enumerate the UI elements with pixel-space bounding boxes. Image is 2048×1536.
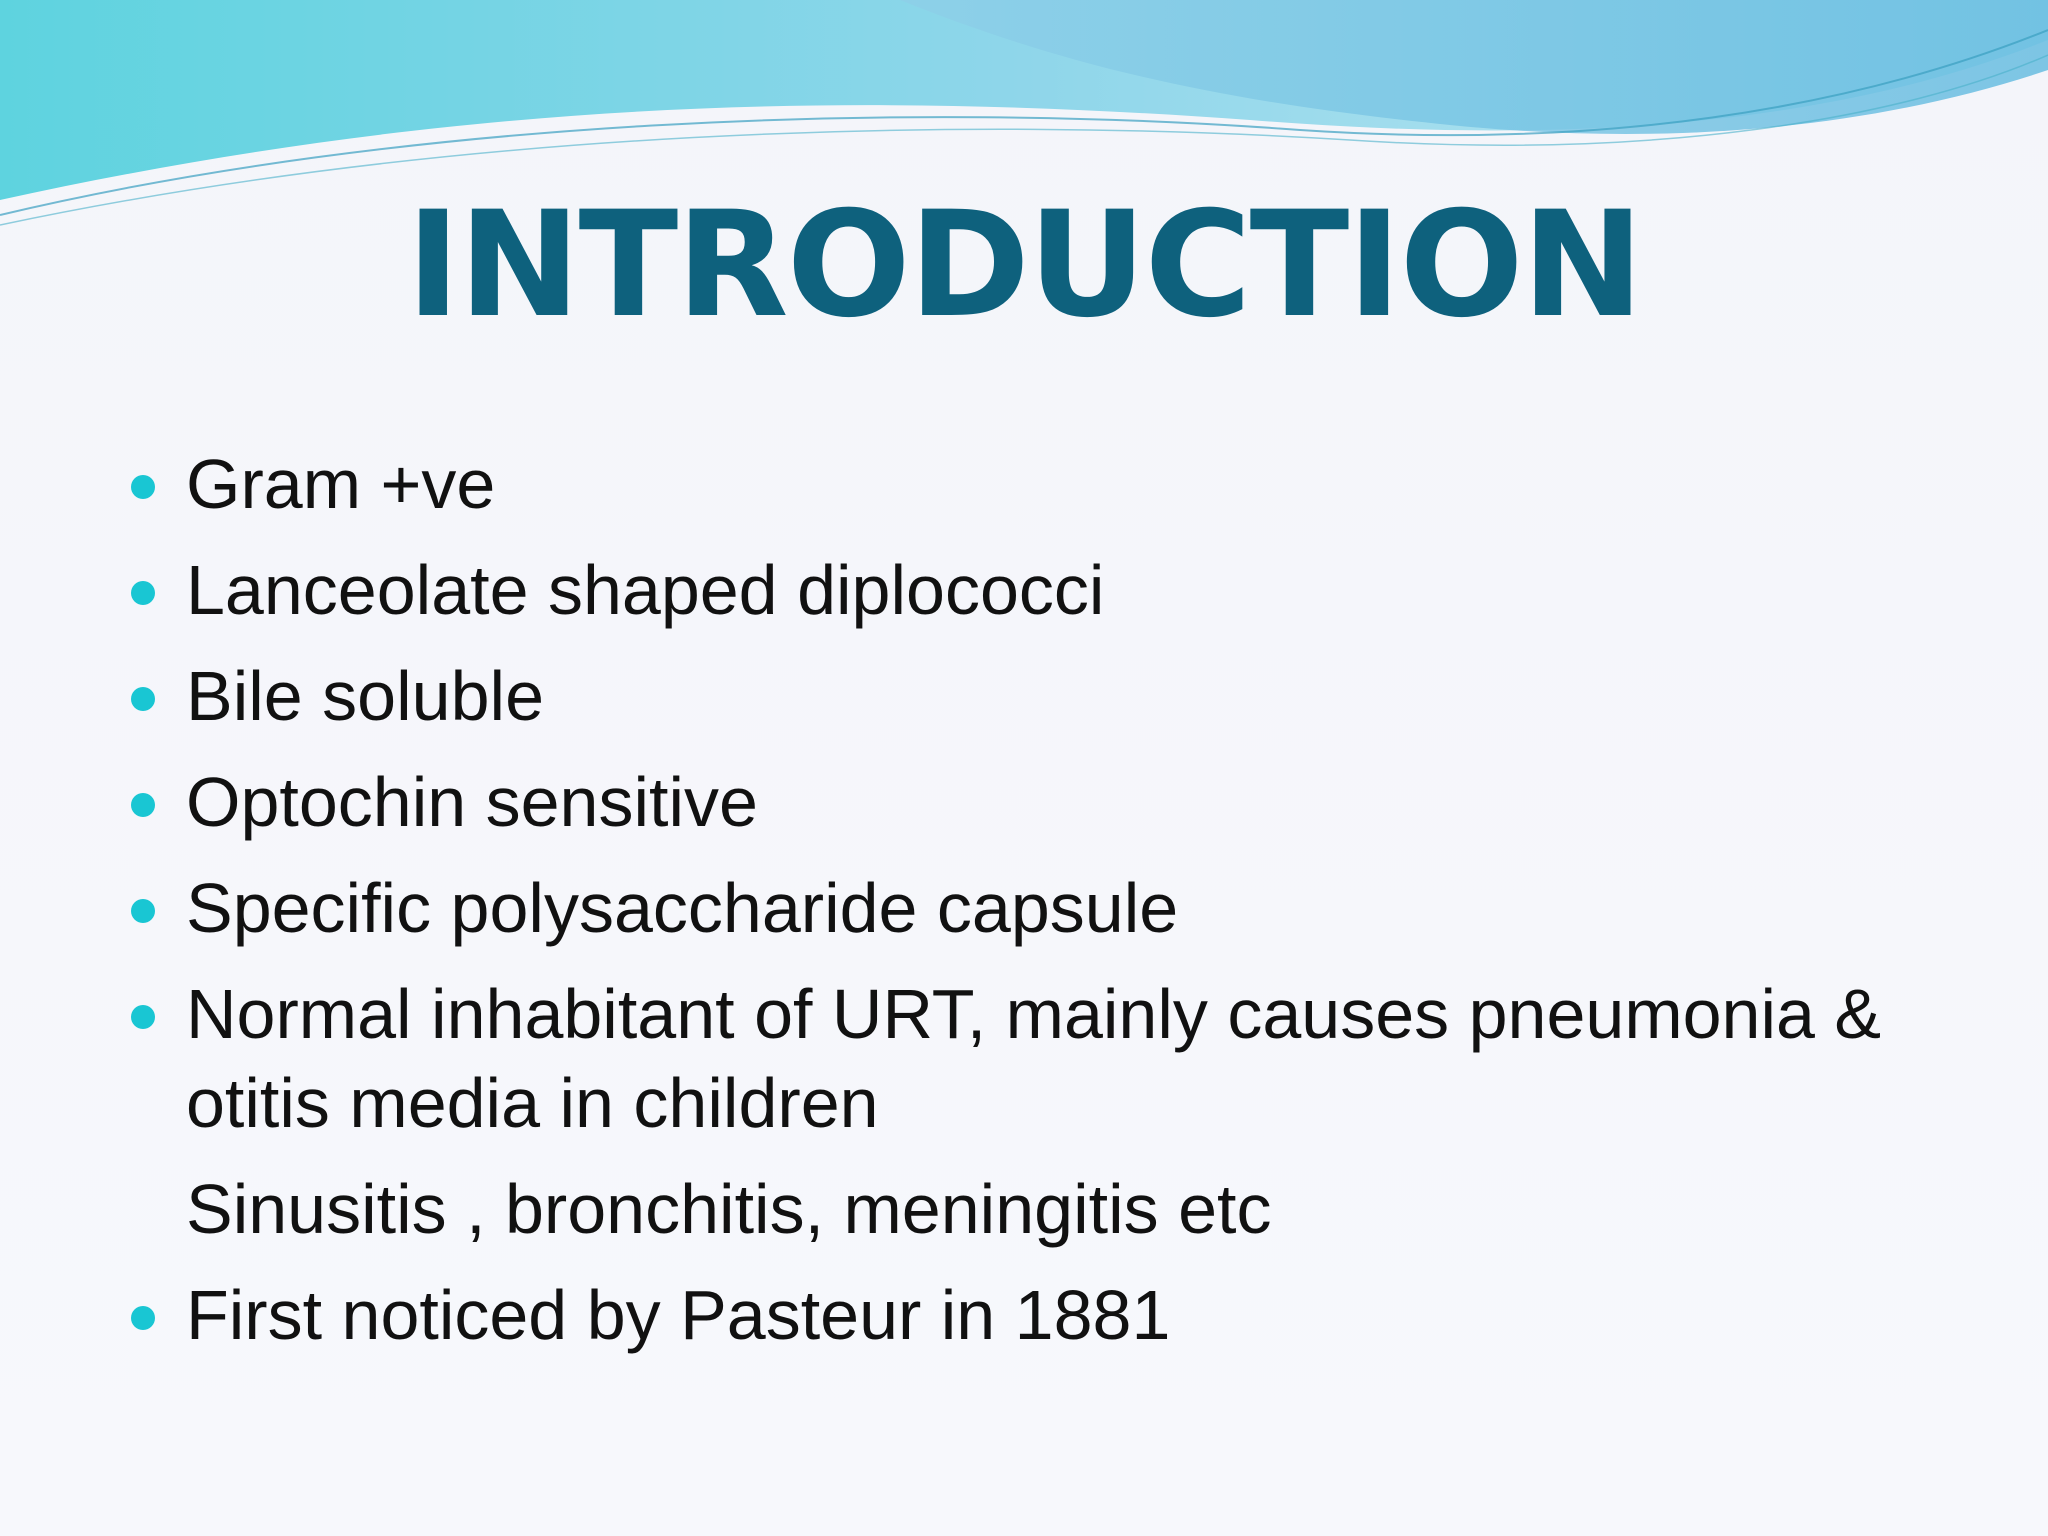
bullet-item [130,546,1990,635]
bullet-item [130,440,1990,529]
bullet-dot-icon [131,899,155,923]
bullet-item [130,652,1990,741]
bullet-text: First noticed by Pasteur in 1881 [186,1276,1171,1354]
bullet-item [130,1271,1990,1360]
bullet-text: Sinusitis , bronchitis, meningitis etc [186,1170,1272,1248]
bullet-continuation [130,1165,1990,1254]
bullet-dot-icon [131,1306,155,1330]
bullet-dot-icon [131,581,155,605]
bullet-item [130,970,1990,1148]
bullet-dot-icon [131,1005,155,1029]
bullet-text: Bile soluble [186,657,544,735]
bullet-dot-icon [131,793,155,817]
bullet-item [130,864,1990,953]
slide-title: INTRODUCTION [406,180,1642,350]
bullet-text: Optochin sensitive [186,763,758,841]
bullet-dot-icon [131,687,155,711]
bullet-text: Gram +ve [186,445,496,523]
bullet-dot-icon [131,475,155,499]
bullet-item [130,758,1990,847]
bullet-text: Normal inhabitant of URT, mainly causes pneumonia & otitis media in children [186,975,1882,1142]
bullet-text: Specific polysaccharide capsule [186,869,1179,947]
bullet-list [130,440,1990,1377]
bullet-text: Lanceolate shaped diplococci [186,551,1105,629]
